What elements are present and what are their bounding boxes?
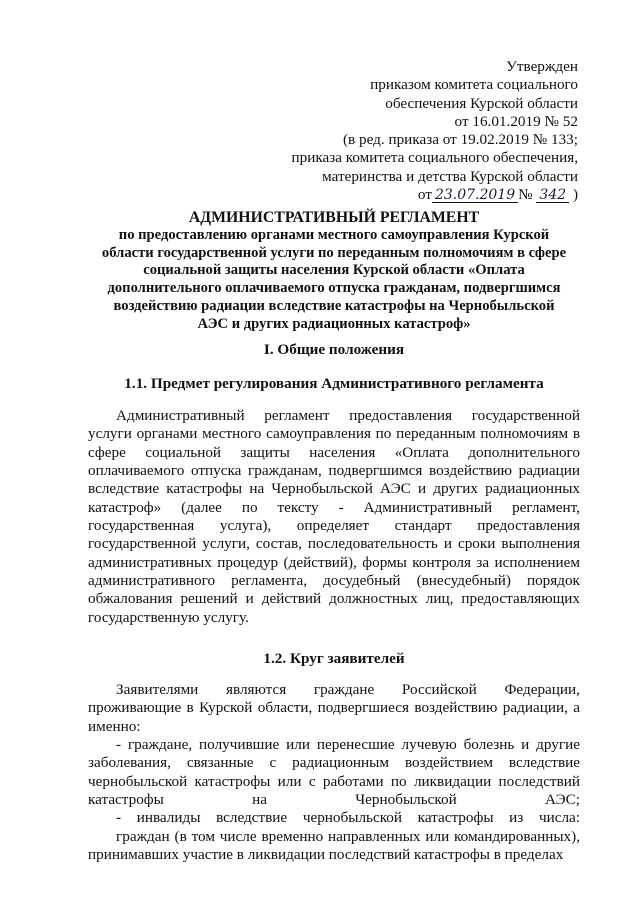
word: защиты (240, 443, 290, 461)
paragraph-line: государственной услуги, состав, последовательность и сроки выполнения (88, 535, 580, 553)
approval-last-line (292, 186, 579, 204)
approval-line: обеспечения Курской области (385, 94, 578, 112)
paragraph-line: - инвалиды вследствие чернобыльской катастрофы из числа: (116, 809, 580, 827)
approval-from: от (417, 186, 432, 204)
section-heading: I. Общие положения (263, 341, 405, 358)
paragraph-line: - граждане, получившие или перенесшие лучевую болезнь и другие (116, 736, 580, 754)
paragraph-1-1 (88, 407, 580, 627)
word: связанные (186, 754, 254, 772)
word: Федерации, (504, 681, 580, 698)
word: регламента, (231, 572, 308, 590)
number-sign: № (518, 186, 533, 204)
approval-line: (в ред. приказа от 19.02.2019 № 133; (342, 131, 578, 149)
paragraph-1-2 (88, 681, 580, 864)
word: населения (309, 443, 376, 461)
subsection-heading-1-2: 1.2. Круг заявителей (263, 650, 405, 667)
word: Административный (116, 407, 245, 424)
title-line: области государственной услуги по переданным полномочиям в сфере (101, 244, 567, 261)
approval-line: Утвержден (506, 58, 578, 75)
paragraph-line: административных процедур (действий), формы контроля за исполнением (88, 553, 580, 571)
word: Российской (401, 681, 477, 698)
word: - (338, 498, 344, 516)
word: тексту (277, 498, 319, 516)
word: (внесудебный) (416, 572, 511, 590)
paragraph-line: вследствие катастрофы на Чернобыльской АЭС и других радиационных (88, 480, 580, 498)
word: регламент, (512, 498, 580, 516)
paragraph-line: обжалования решений и действий должностных лиц, предоставляющих (88, 590, 580, 608)
paragraph-line: услуги органами местного самоуправления по переданным полномочиям в (88, 425, 580, 443)
paragraph-line (88, 517, 580, 535)
title-main: АДМИНИСТРАТИВНЫЙ РЕГЛАМЕНТ (188, 209, 480, 226)
paragraph-line: именно: (88, 717, 141, 735)
word: регламент (264, 407, 330, 424)
handwritten-date: 23.07.2019 (432, 188, 518, 203)
word: заболевания, (88, 754, 171, 772)
word: государственная (88, 517, 195, 535)
word: стандарт (394, 517, 452, 535)
word: с (269, 754, 277, 772)
title-line: дополнительного оплачиваемого отпуска гражданам, подвергшимся (107, 280, 561, 297)
paragraph-line (88, 572, 580, 590)
word: предоставления (349, 407, 453, 424)
word: являются (225, 681, 287, 698)
document-title (88, 209, 580, 334)
title-line: АЭС и других радиационных катастроф» (197, 315, 471, 332)
paragraph-line: чернобыльской катастрофы или с работами по ликвидации последствий (88, 772, 580, 790)
word: воздействием (404, 754, 493, 772)
word: порядок (526, 572, 580, 590)
word: досудебный (323, 572, 401, 590)
word: предоставления (477, 517, 580, 535)
paragraph-line: государственную услугу. (88, 608, 249, 626)
word: социальной (145, 443, 222, 461)
paragraph-line (88, 499, 580, 517)
word: сфере (88, 443, 126, 461)
word: катастроф» (88, 498, 162, 516)
word: Заявителями (116, 681, 199, 698)
close-paren: ) (572, 186, 578, 204)
handwritten-number: 342 (536, 188, 569, 203)
word: вследствие (508, 754, 580, 772)
paragraph-line (88, 407, 580, 425)
paragraph-line: оплачиваемого отпуска гражданам, подвергшимся воздействию радиации (88, 462, 580, 480)
word: определяет (296, 517, 370, 535)
title-line: социальной защиты населения Курской области «Оплата (143, 262, 525, 279)
approval-line: приказом комитета социального (370, 76, 578, 94)
word: услуга), (219, 517, 272, 535)
paragraph-line: граждан (в том числе временно направленных или командированных), (116, 827, 580, 845)
word: дополнительного (468, 443, 580, 461)
word: «Оплата (394, 443, 449, 461)
paragraph-line: принимавших участие в ликвидации последствий катастрофы в пределах (88, 846, 564, 864)
word: (далее (181, 498, 222, 516)
approval-line: материнства и детства Курской области (322, 167, 578, 185)
word: административного (88, 572, 216, 590)
word: радиационным (292, 754, 389, 772)
paragraph-line: катастрофы на Чернобыльской АЭС; (88, 791, 580, 809)
paragraph-line (88, 681, 580, 699)
word: государственной (471, 407, 580, 424)
word: по (241, 498, 258, 516)
title-line: воздействию радиации вследствие катастрофы на Чернобыльской (113, 297, 555, 314)
word: граждане (313, 681, 375, 698)
paragraph-line (88, 754, 580, 772)
title-line: по предоставлению органами местного самоуправления Курской (118, 226, 550, 243)
subsection-heading-1-1: 1.1. Предмет регулирования Административного регламента (124, 375, 544, 392)
paragraph-line (88, 444, 580, 462)
approval-block (292, 58, 579, 204)
paragraph-line: проживающие в Курской области, подвергшиеся воздействию радиации, а (88, 699, 580, 717)
word: Административный (363, 498, 493, 516)
approval-line: приказа комитета социального обеспечения, (291, 149, 578, 167)
approval-line: от 16.01.2019 № 52 (454, 112, 578, 130)
